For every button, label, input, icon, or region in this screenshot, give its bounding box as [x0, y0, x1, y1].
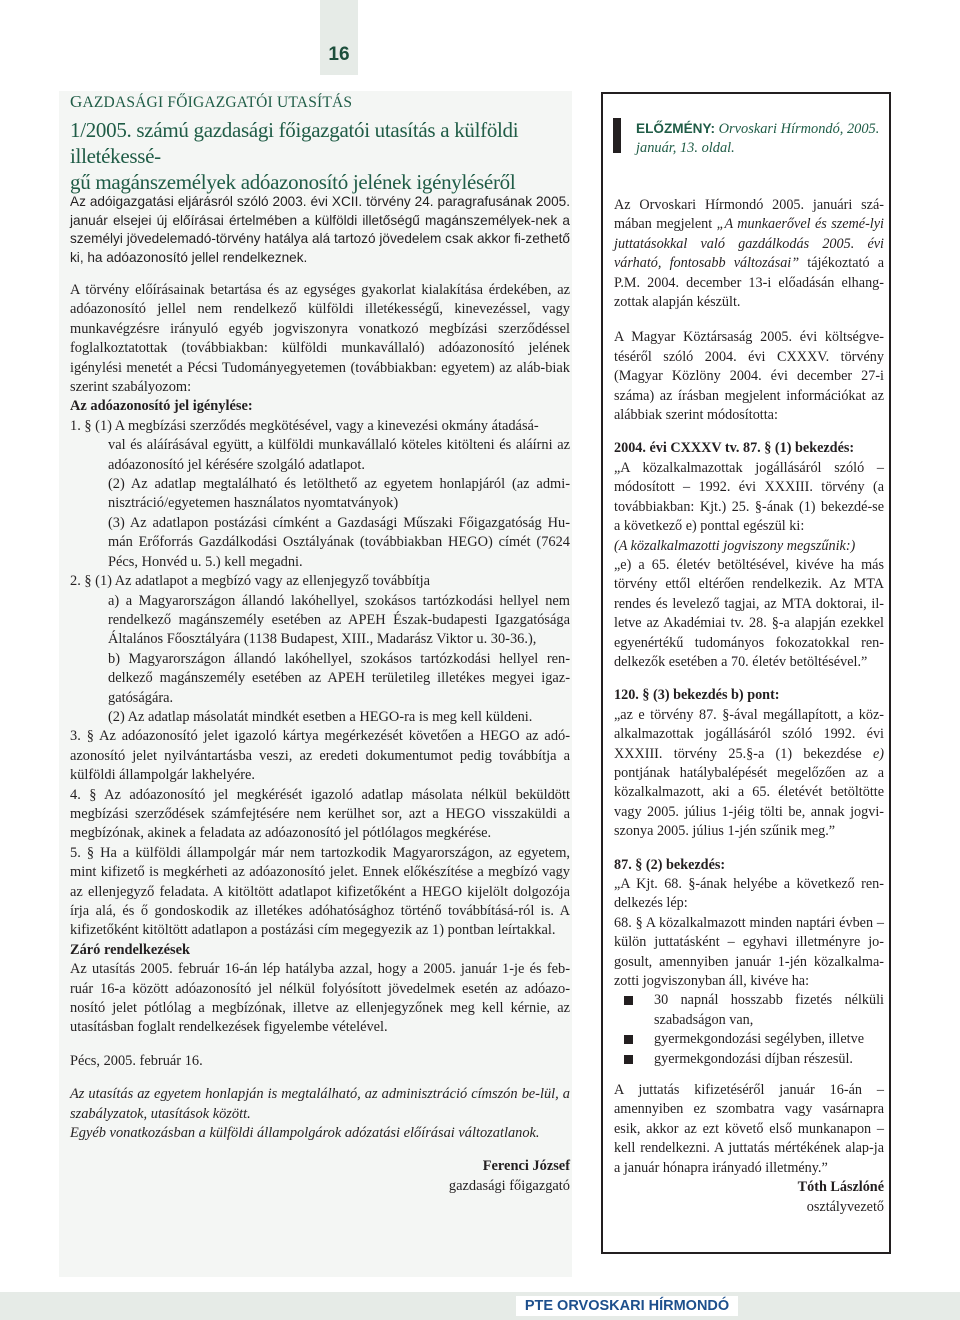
- section-1-first: 1. § (1) A megbízási szerződés megkötésével, vagy a kinevezési okmány átadásá-: [70, 417, 539, 434]
- sidebar-heading-2: 120. § (3) bekezdés b) pont:: [614, 687, 780, 704]
- sidebar-heading-3: 87. § (2) bekezdés:: [614, 856, 726, 873]
- list-item: gyermekgondozási segélyben, illetve: [614, 1030, 884, 1049]
- sidebar-para-6: „az e törvény 87. §-ával megállapított, a köz-alkalmazottak jogállásáról szóló 1992. évi XXXIII. törvény 25.§-a (1) bekezdése e) pontjának hatálybalépését megelőzően az a közalkalmazott, aki a 65. életévét betöltötte vagy 2005. július 1-jéig tölti be, annak jogvi-szonya 2005. július 1-jén szűnik meg.”: [614, 706, 884, 840]
- para-1: A törvény előírásainak betartása és az egységes gyakorlat kialakítása érdekében, az adóazonosító jellel nem rendelkező külföldi illetékességű, kinevezéssel, vagy munkavégzésre irányuló egyéb jogviszonyra vonatkozó megbízási szerződéssel foglalkoztatottak (továbbiakban: külföldi munkavállaló) adóazonosító jelének igénylési menetét a Pécsi Tudományegyetemen (továbbiakban: egyetem) az aláb-biak szerint szabályozom:: [70, 282, 570, 396]
- closing-heading: Záró rendelkezések: [70, 941, 191, 958]
- place-date: Pécs, 2005. február 16.: [70, 1052, 203, 1069]
- note-2: Egyéb vonatkozásban a külföldi állampolgárok adózatási előírásai változatlanok.: [70, 1125, 540, 1142]
- list-item: gyermekgondozási díjban részesül.: [614, 1050, 884, 1069]
- sidebar-para-4: (A közalkalmazotti jogviszony megszűnik:): [614, 537, 856, 554]
- article-title: 1/2005. számú gazdasági főigazgatói utasítás a külföldi illetékessé- gű magánszemélyek adóazonosító jelének igényléséről: [70, 118, 519, 194]
- article-intro: Az adóigazgatási eljárásról szóló 2003. évi XCII. törvény 24. paragrafusának 2005. január elsejei új előírásai értelmében a külföldi illetőségű magánszemélyek-nek a személyi jövedelemadó-törvény hatálya alá tartozó jövedelem csak akkor fi-zethető ki, ha adóazonosító jellel rendelkeznek.: [70, 194, 570, 265]
- signer-name: Ferenci József: [482, 1158, 570, 1175]
- sub-heading: Az adóazonosító jel igénylése:: [70, 398, 253, 415]
- sidebar-para-8: 68. § A közalkalmazott minden naptári évben – külön juttatásként – egyhavi illetményre jo-gosult, amennyiben január 1-jén közalkalma-zotti jogviszonyban áll, kivéve ha:: [614, 914, 884, 990]
- sidebar-marker-bar: [613, 118, 621, 153]
- section-1-2: (2) Az adatlap megtalálható és letölthető az egyetem honlapjáról (az admi-nisztráció/egyetemen használatos nyomtatványok): [108, 476, 570, 512]
- article-category: GAZDASÁGI FŐIGAZGATÓI UTASÍTÁS: [70, 92, 353, 111]
- section-2-first: 2. § (1) Az adatlapot a megbízó vagy az ellenjegyző továbbítja: [70, 573, 431, 590]
- section-1-cont: val és aláírásával együtt, a külföldi munkavállaló köteles kitölteni és aláírni az adóazonosító jel kérésére szolgáló adatlapot.: [108, 437, 570, 473]
- square-bullet-icon: [624, 1055, 633, 1064]
- footer-band: [0, 1292, 960, 1320]
- signer-title: gazdasági főigazgató: [448, 1177, 570, 1194]
- sidebar-para-9: A juttatás kifizetéséről január 16-án – amennyiben ez szombatra vagy vasárnapra esik, akkor az ezt követő első munkanapon – kell rendelkezni. A juttatás mértékének alap-ja a január hónapra irányadó illetmény.”: [614, 1082, 884, 1176]
- sidebar-signer-title: osztályvezető: [806, 1198, 884, 1215]
- section-3: 3. § Az adóazonosító jelet igazoló kártya megérkezését követően a HEGO az adó-azonosító jelet nyilvántartásba veszi, az eredeti dokumentumot pedig továbbítja a külföldi állampolgár lakhelyére.: [70, 728, 570, 784]
- article-body: [70, 281, 570, 1196]
- square-bullet-icon: [624, 1035, 633, 1044]
- previous-reference: ELŐZMÉNY: Orvoskari Hírmondó, 2005. január, 13. oldal.: [636, 121, 880, 156]
- publication-footer: PTE ORVOSKARI HÍRMONDÓ: [516, 1296, 738, 1316]
- sidebar-bullet-list: [614, 991, 884, 1069]
- sidebar-para-1: Az Orvoskari Hírmondó 2005. januári szá-mában megjelent „A munkaerővel és szemé-lyi juttatásokkal való gazdálkodás 2005. évi várható, fontosabb változásai” tájékoztató a P.M. 2004. december 13-i előadásán elhang-zottak alapján készült.: [614, 197, 884, 311]
- sidebar-para-2: A Magyar Köztársaság 2005. évi költségve-téséről szóló 2004. évi CXXXV. törvény (Magyar Közlöny 2004. évi december 27-i száma) az írásban megjelent információkat az alábbiak szerint módosította:: [614, 329, 884, 424]
- sidebar-body: [614, 196, 884, 1217]
- page-number: 16: [328, 44, 350, 65]
- note-1: Az utasítás az egyetem honlapján is megtalálható, az adminisztráció címszón be-lül, a szabályzatok, utasítások között.: [70, 1086, 570, 1122]
- section-5: 5. § Ha a külföldi állampolgár már nem tartozkodik Magyarországon, az egyetem, mint kifizető is megkérheti az adóazonosító jelet. Ennek előkészítése a megbízó vagy az ellenjegyző feladata. A kitöltött adatlapot kifizetőként a HEGO kijelölt dolgozója írja alá, és ő gondoskodik az illetékes adóhatósághoz történő továbbításá-ról is. A kifizetőként kitöltött adatlapon a postázási cím megegyezik az 1) pontban leírtakkal.: [70, 844, 570, 939]
- page-number-tab: [320, 0, 358, 75]
- sidebar-heading-1: 2004. évi CXXXV tv. 87. § (1) bekezdés:: [614, 440, 855, 457]
- section-2-b: b) Magyarországon állandó lakóhellyel, szokásos tartózkodási hellyel ren-delkező magánszemély esetében az APEH területileg illetékes megyei igaz-gatóságára.: [108, 650, 570, 706]
- section-1-3: (3) Az adatlapon postázási címként a Gazdasági Műszaki Főigazgatóság Hu-mán Erőforrás Gazdálkodási Osztályának (továbbiakban HEGO) címét (7624 Pécs, Honvéd u. 5.) kell megadni.: [108, 514, 570, 570]
- sidebar-para-7: „A Kjt. 68. §-ának helyébe a következő ren-delkezés lép:: [614, 876, 884, 912]
- section-2-2: (2) Az adatlap másolatát mindkét esetben a HEGO-ra is meg kell küldeni.: [108, 708, 533, 725]
- section-4: 4. § Az adóazonosító jel megkérését igazoló adatlap másolata nélkül beküldött megbízási szerződések számfejtésére nem kerülhet sor, azt a HEGO visszaküldi a megbízónak, akinek a feladata az adóazonosító jel pótlólagos megkérése.: [70, 786, 570, 842]
- closing-text: Az utasítás 2005. február 16-án lép hatályba azzal, hogy a 2005. január 1-je és feb-ruár 16-a között adóazonosító jel nélkül folyósított jövedelmek esetén az adóazo-nosító jelet pótlólag a megbízónak, illetve az ellenjegyzőnek meg kell kérnie, az utasításban foglalt rendelkezések figyelembe vételével.: [70, 961, 570, 1036]
- sidebar-para-5: „e) a 65. életév betöltésével, kivéve ha más törvény ettől eltérően rendelkezik. Az MTA rendes és levelező tagjai, az MTA doktorai, il-letve az Akadémiai tv. 28. §-a alapján ezekkel egyenértékű tudományos fokozatokkal ren-delkezők esetében a 70. életév betöltésével.”: [614, 556, 884, 670]
- square-bullet-icon: [624, 996, 633, 1005]
- section-2-a: a) a Magyarországon állandó lakóhellyel, szokásos tartózkodási hellyel nem rendelkező magánszemély esetében az APEH Észak-budapesti Igazgatósága Általános Főosztályára (1138 Budapest, XIII., Madarász Viktor u. 30-36.),: [108, 592, 570, 648]
- sidebar-para-3: „A közalkalmazottak jogállásáról szóló – módosított – 1992. évi XXXIII. törvény (a továbbiakban: Kjt.) 25. §-ának (1) bekezdé-se a következő e) ponttal egészül ki:: [614, 459, 884, 535]
- sidebar-signer-name: Tóth Lászlóné: [797, 1179, 884, 1196]
- list-item: 30 napnál hosszabb fizetés nélküli szabadságon van,: [614, 991, 884, 1030]
